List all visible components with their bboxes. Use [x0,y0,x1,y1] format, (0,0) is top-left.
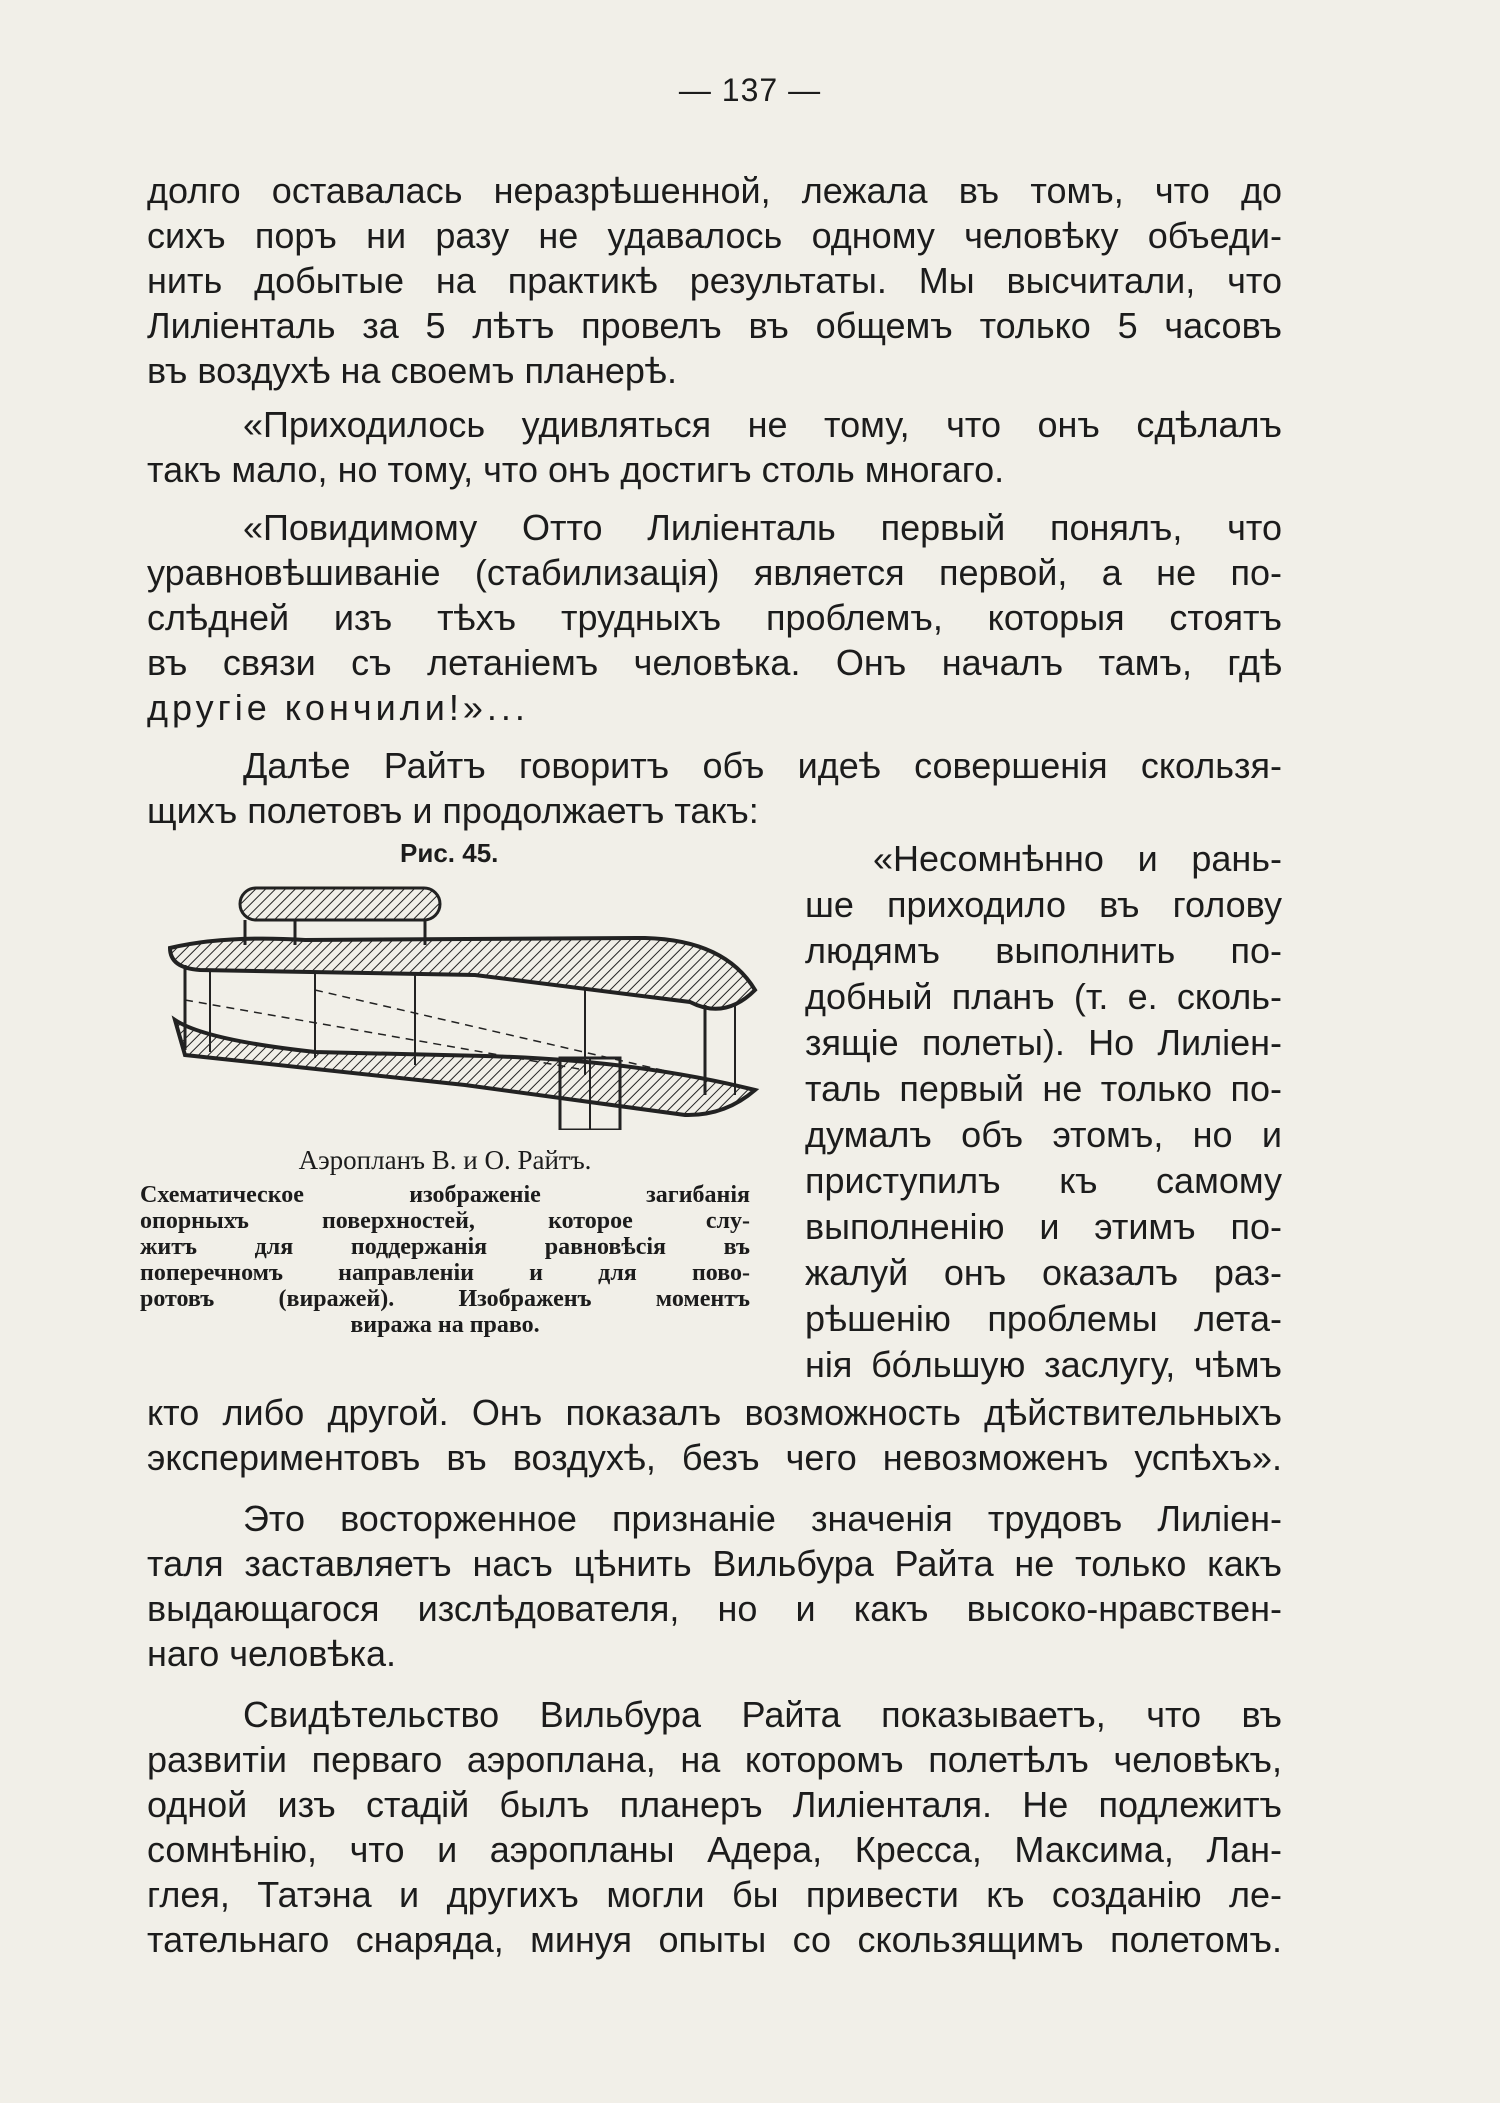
text-line: думалъ объ этомъ, но и [805,1114,1282,1155]
figure-label: Рис. 45. [400,838,499,868]
text-line: нія бо́льшую заслугу, чѣмъ [805,1344,1282,1385]
text-line: долго оставалась неразрѣшенной, лежала въ томъ, что до [147,170,1282,211]
text-line: Лиліенталь за 5 лѣтъ провелъ въ общемъ только 5 часовъ [147,305,1282,346]
text-line: жалуй онъ оказалъ раз- [805,1252,1282,1293]
text-line: «Приходилось удивляться не тому, что онъ сдѣлалъ [243,404,1282,445]
text-line: выполненію и этимъ по- [805,1206,1282,1247]
figure-caption-line: житъ для поддержанія равновѣсія въ [140,1234,750,1260]
figure-caption-line: Схематическое изображеніе загибанія [140,1182,750,1208]
text-line: Это восторженное признаніе значенія трудовъ Лиліен- [243,1498,1282,1539]
text-line: «Несомнѣнно и рань- [873,838,1282,879]
text-line: кто либо другой. Онъ показалъ возможность дѣйствительныхъ [147,1392,1282,1433]
text-line: тательнаго снаряда, минуя опыты со скользящимъ полетомъ. [147,1919,1282,1960]
text-line: глея, Татэна и другихъ могли бы привести къ созданію ле- [147,1874,1282,1915]
text-line: «Повидимому Отто Лиліенталь первый понялъ, что [243,507,1282,548]
figure-caption-title: Аэропланъ В. и О. Райтъ. [298,1145,592,1175]
text-line: ше приходило въ голову [805,884,1282,925]
text-line: щихъ полетовъ и продолжаетъ такъ: [147,790,759,831]
text-line: другіе кончили!»... [147,687,529,728]
text-line: добный планъ (т. е. сколь- [805,976,1282,1017]
text-line: такъ мало, но тому, что онъ достигъ столь многаго. [147,449,1005,490]
text-line: уравновѣшиваніе (стабилизація) является первой, а не по- [147,552,1282,593]
page-number: — 137 — [678,72,822,108]
text-line: рѣшенію проблемы лета- [805,1298,1282,1339]
figure-caption-line: ротовъ (виражей). Изображенъ моментъ [140,1286,750,1312]
text-line: наго человѣка. [147,1633,397,1674]
text-line: Свидѣтельство Вильбура Райта показываетъ, что въ [243,1694,1282,1735]
text-line: въ воздухѣ на своемъ планерѣ. [147,350,677,391]
text-line: таля заставляетъ насъ цѣнить Вильбура Райта не только какъ [147,1543,1282,1584]
text-line: слѣдней изъ тѣхъ трудныхъ проблемъ, которыя стоятъ [147,597,1282,638]
text-line: въ связи съ летаніемъ человѣка. Онъ началъ тамъ, гдѣ [147,642,1282,683]
wright-airplane-illustration [165,880,765,1130]
text-line: сомнѣнію, что и аэропланы Адера, Кресса, Максима, Лан- [147,1829,1282,1870]
text-line: нить добытые на практикѣ результаты. Мы высчитали, что [147,260,1282,301]
text-line: таль первый не только по- [805,1068,1282,1109]
text-line: выдающагося изслѣдователя, но и какъ высоко-нравствен- [147,1588,1282,1629]
text-line: приступилъ къ самому [805,1160,1282,1201]
figure-caption-line: поперечномъ направленіи и для пово- [140,1260,750,1286]
figure-caption-line: опорныхъ поверхностей, которое слу- [140,1208,750,1234]
text-line: одной изъ стадій былъ планеръ Лиліенталя. Не подлежитъ [147,1784,1282,1825]
text-line: зящіе полеты). Но Лиліен- [805,1022,1282,1063]
text-line: сихъ поръ ни разу не удавалось одному человѣку объеди- [147,215,1282,256]
text-line: Далѣе Райтъ говоритъ объ идеѣ совершенія скользя- [243,745,1282,786]
text-line: экспериментовъ въ воздухѣ, безъ чего невозможенъ успѣхъ». [147,1437,1282,1478]
text-line: развитіи перваго аэроплана, на которомъ полетѣлъ человѣкъ, [147,1739,1282,1780]
text-line: людямъ выполнить по- [805,930,1282,971]
figure-caption-line: виража на право. [350,1312,540,1338]
